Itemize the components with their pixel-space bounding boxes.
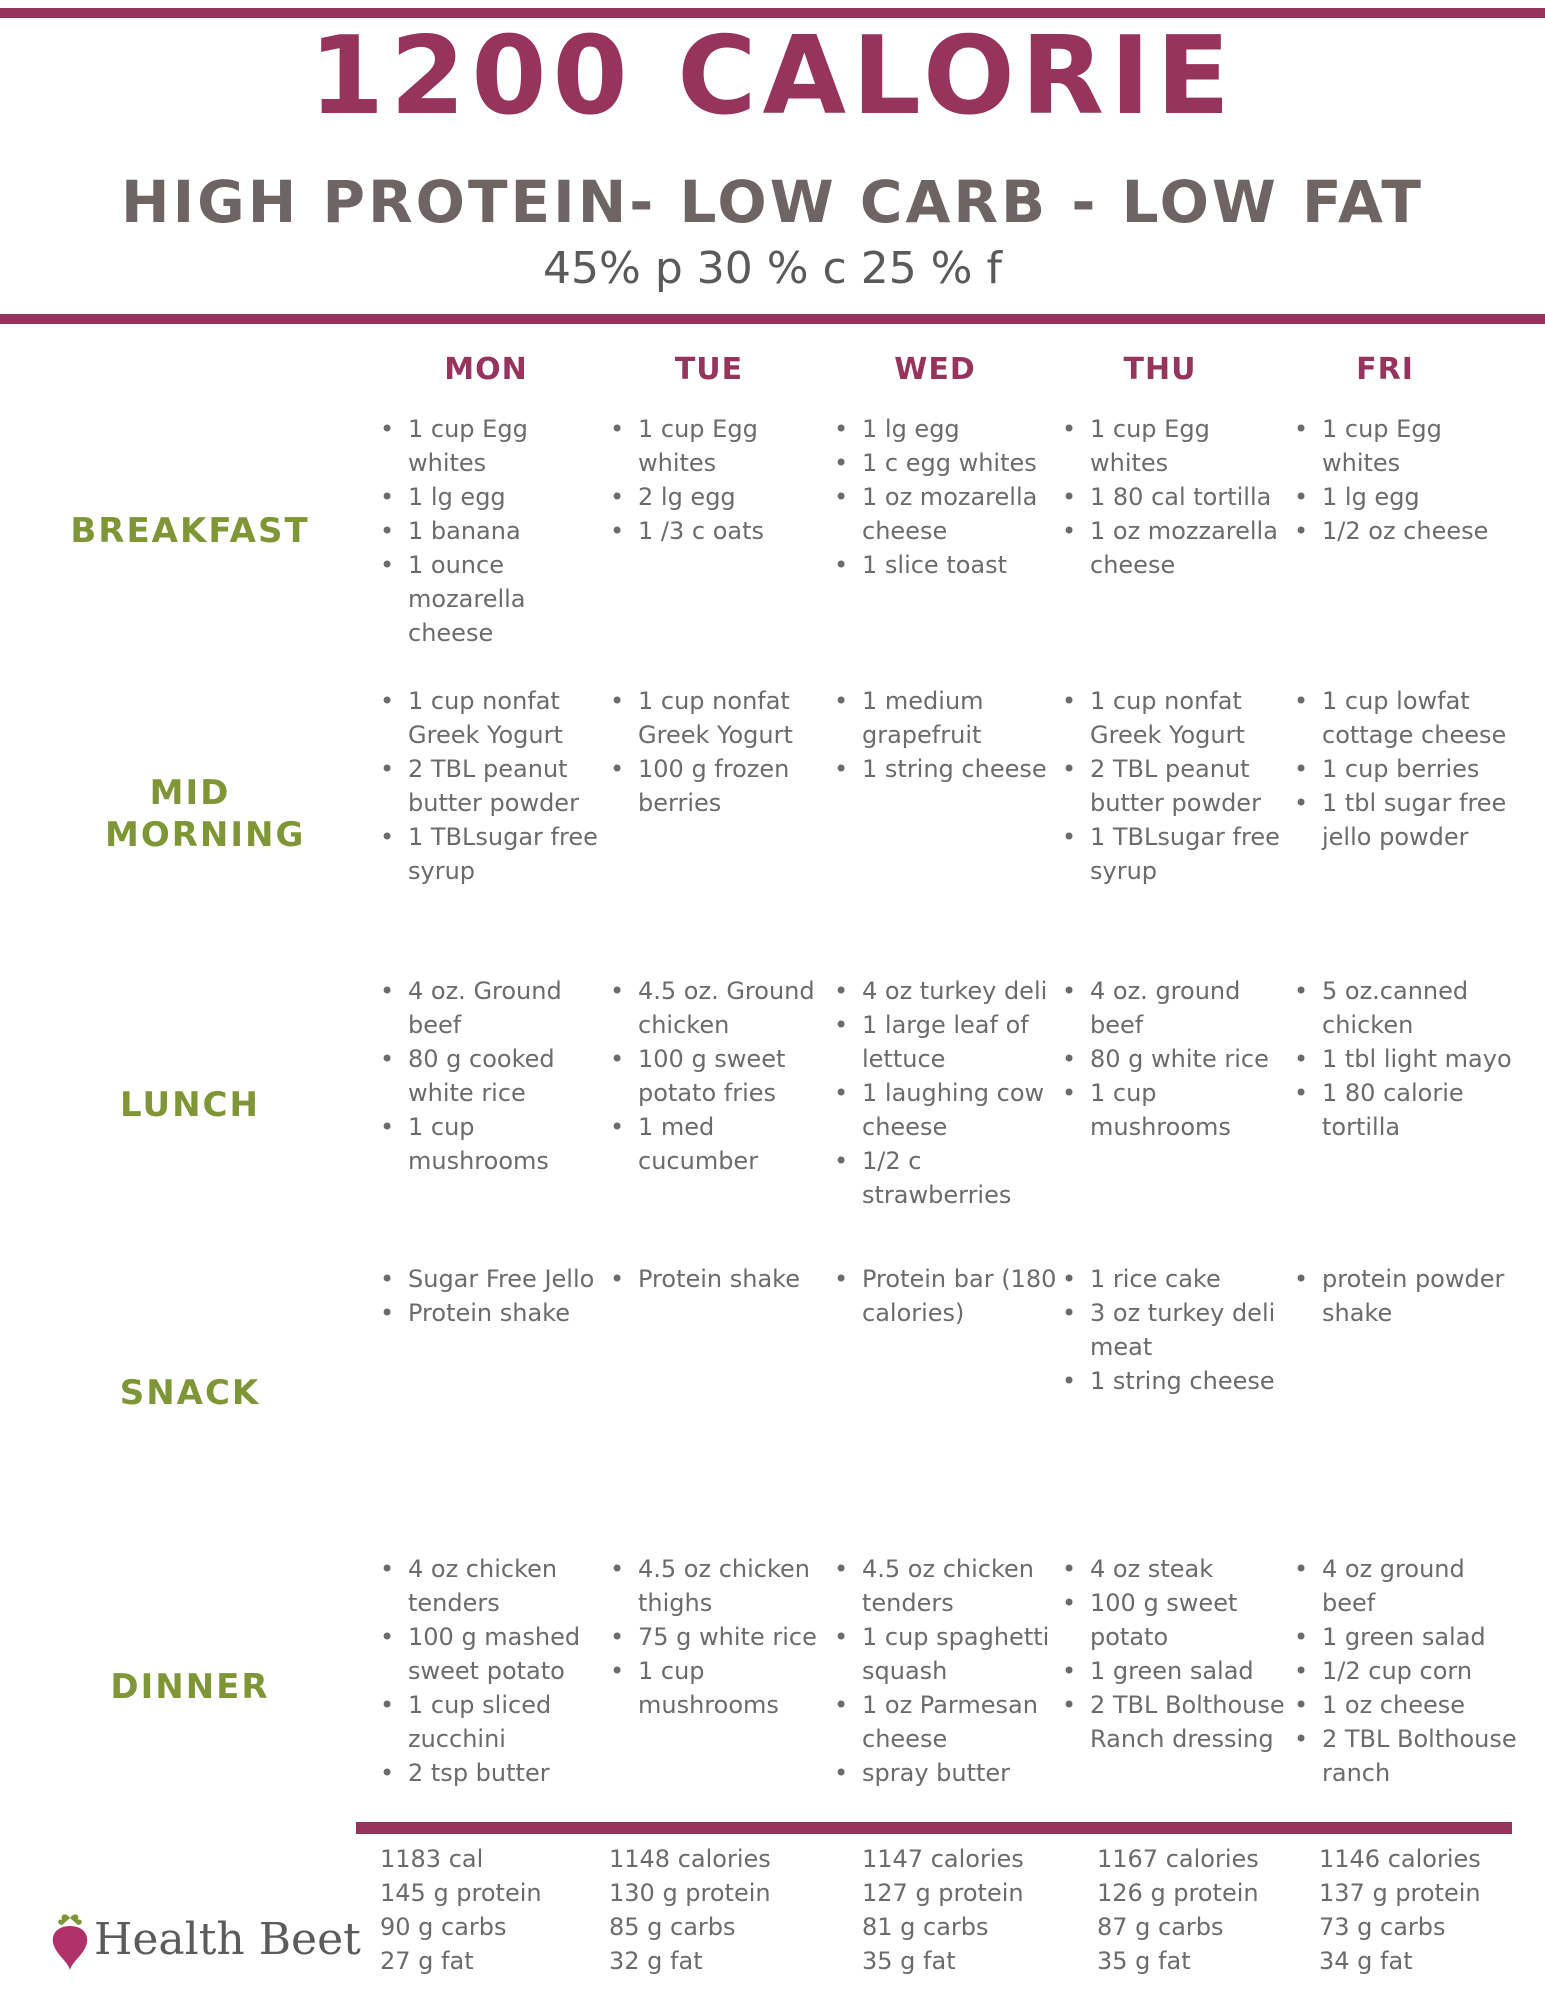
food-item: • 1/2 oz cheese <box>1292 514 1518 548</box>
meal-cell-snack-tue <box>608 1262 826 1296</box>
food-item: • 1 cup nonfat Greek Yogurt <box>608 684 826 752</box>
food-item: • 4.5 oz chicken thighs <box>608 1552 826 1620</box>
food-item: • 1 cup lowfat cottage cheese <box>1292 684 1518 752</box>
food-item: • 1 banana <box>378 514 600 548</box>
totals-thu <box>1097 1842 1259 1978</box>
food-item: • 1 cup nonfat Greek Yogurt <box>1060 684 1286 752</box>
food-item: • 1 cup berries <box>1292 752 1518 786</box>
food-item: • 1 cup Egg whites <box>1292 412 1518 480</box>
food-item: • 1 /3 c oats <box>608 514 826 548</box>
macro-ratio: 45% p 30 % c 25 % f <box>543 243 1002 294</box>
totals-divider <box>356 1822 1512 1834</box>
food-item: • 3 oz turkey deli meat <box>1060 1296 1286 1364</box>
meal-cell-dinner-mon <box>378 1552 600 1790</box>
food-item: • 1 lg egg <box>1292 480 1518 514</box>
beet-icon <box>48 1912 92 1972</box>
meal-cell-lunch-tue <box>608 974 826 1178</box>
totals-calories: 1167 calories <box>1097 1845 1259 1873</box>
day-header-thu: THU <box>1123 352 1197 387</box>
totals-fri <box>1319 1842 1481 1978</box>
totals-carbs: 90 g carbs <box>380 1913 507 1941</box>
food-item: • 80 g cooked white rice <box>378 1042 600 1110</box>
food-item: • 100 g mashed sweet potato <box>378 1620 600 1688</box>
food-item: • 1 c egg whites <box>832 446 1060 480</box>
food-item: • 1 cup Egg whites <box>608 412 826 480</box>
totals-fat: 32 g fat <box>609 1947 703 1975</box>
food-item: • 100 g sweet potato fries <box>608 1042 826 1110</box>
food-item: • Protein shake <box>378 1296 600 1330</box>
food-item: • 1 cup mushrooms <box>378 1110 600 1178</box>
food-item: • 2 TBL peanut butter powder <box>378 752 600 820</box>
meal-cell-lunch-thu <box>1060 974 1286 1144</box>
food-item: • 1/2 c strawberries <box>832 1144 1060 1212</box>
totals-carbs: 85 g carbs <box>609 1913 736 1941</box>
food-item: • Protein shake <box>608 1262 826 1296</box>
food-item: • 1 oz mozzarella cheese <box>1060 514 1286 582</box>
totals-protein: 126 g protein <box>1097 1879 1259 1907</box>
food-item: • 2 TBL Bolthouse Ranch dressing <box>1060 1688 1286 1756</box>
food-item: • 1 rice cake <box>1060 1262 1286 1296</box>
food-item: • 1 cup mushrooms <box>608 1654 826 1722</box>
food-item: • 4 oz ground beef <box>1292 1552 1518 1620</box>
food-item: • 1 tbl light mayo <box>1292 1042 1518 1076</box>
food-item: • 1 cup mushrooms <box>1060 1076 1286 1144</box>
food-item: • 1 ounce mozarella cheese <box>378 548 600 650</box>
food-item: • 1 oz Parmesan cheese <box>832 1688 1060 1756</box>
food-item: • 2 tsp butter <box>378 1756 600 1790</box>
day-header-wed: WED <box>894 352 976 387</box>
meal-label-mid-morning-text: MID MORNING <box>105 773 306 855</box>
food-item: • 1 lg egg <box>378 480 600 514</box>
meal-cell-mid-morning-fri <box>1292 684 1518 854</box>
food-item: • 75 g white rice <box>608 1620 826 1654</box>
food-item: • 1 large leaf of lettuce <box>832 1008 1060 1076</box>
food-item: • 2 TBL Bolthouse ranch <box>1292 1722 1518 1790</box>
food-item: • 1 slice toast <box>832 548 1060 582</box>
totals-carbs: 81 g carbs <box>862 1913 989 1941</box>
meal-label-breakfast: BREAKFAST <box>70 511 310 551</box>
day-header-tue: TUE <box>674 352 744 387</box>
food-item: • 1 TBLsugar free syrup <box>1060 820 1286 888</box>
food-item: • 1 cup Egg whites <box>1060 412 1286 480</box>
totals-protein: 145 g protein <box>380 1879 542 1907</box>
page-title: 1200 CALORIE <box>309 14 1236 139</box>
food-item: • 2 TBL peanut butter powder <box>1060 752 1286 820</box>
food-item: • 1 cup sliced zucchini <box>378 1688 600 1756</box>
food-item: • 5 oz.canned chicken <box>1292 974 1518 1042</box>
food-item: • 1 80 cal tortilla <box>1060 480 1286 514</box>
meal-cell-dinner-tue <box>608 1552 826 1722</box>
food-item: • 1 green salad <box>1060 1654 1286 1688</box>
meal-cell-breakfast-mon <box>378 412 600 650</box>
meal-cell-breakfast-wed <box>832 412 1060 582</box>
food-item: • 1 med cucumber <box>608 1110 826 1178</box>
totals-calories: 1147 calories <box>862 1845 1024 1873</box>
totals-wed <box>862 1842 1024 1978</box>
food-item: • 100 g sweet potato <box>1060 1586 1286 1654</box>
meal-cell-snack-mon <box>378 1262 600 1330</box>
brand-logo-text: Health Beet <box>94 1914 361 1965</box>
meal-cell-dinner-fri <box>1292 1552 1518 1790</box>
day-header-fri: FRI <box>1356 352 1414 387</box>
food-item: • 1 cup Egg whites <box>378 412 600 480</box>
food-item: • spray butter <box>832 1756 1060 1790</box>
meal-cell-dinner-thu <box>1060 1552 1286 1756</box>
meal-cell-mid-morning-tue <box>608 684 826 820</box>
totals-protein: 127 g protein <box>862 1879 1024 1907</box>
meal-cell-lunch-wed <box>832 974 1060 1212</box>
meal-cell-breakfast-tue <box>608 412 826 548</box>
food-item: • 100 g frozen berries <box>608 752 826 820</box>
meal-cell-breakfast-thu <box>1060 412 1286 582</box>
header-divider <box>0 314 1545 324</box>
totals-fat: 35 g fat <box>1097 1947 1191 1975</box>
totals-fat: 35 g fat <box>862 1947 956 1975</box>
meal-cell-snack-fri <box>1292 1262 1518 1330</box>
food-item: • 4 oz. Ground beef <box>378 974 600 1042</box>
food-item: • 4.5 oz. Ground chicken <box>608 974 826 1042</box>
food-item: • 4 oz turkey deli <box>832 974 1060 1008</box>
meal-label-snack: SNACK <box>119 1373 261 1413</box>
totals-carbs: 87 g carbs <box>1097 1913 1224 1941</box>
food-item: • 1 cup nonfat Greek Yogurt <box>378 684 600 752</box>
meal-cell-mid-morning-mon <box>378 684 600 888</box>
food-item: • 1 tbl sugar free jello powder <box>1292 786 1518 854</box>
meal-label-dinner: DINNER <box>110 1667 270 1707</box>
meal-cell-snack-wed <box>832 1262 1060 1330</box>
food-item: • 4 oz steak <box>1060 1552 1286 1586</box>
totals-fat: 34 g fat <box>1319 1947 1413 1975</box>
totals-fat: 27 g fat <box>380 1947 474 1975</box>
food-item: • 4 oz chicken tenders <box>378 1552 600 1620</box>
food-item: • 4.5 oz chicken tenders <box>832 1552 1060 1620</box>
meal-label-mid-morning <box>60 772 320 856</box>
food-item: • 1 oz mozarella cheese <box>832 480 1060 548</box>
food-item: • 1 oz cheese <box>1292 1688 1518 1722</box>
food-item: • 1 medium grapefruit <box>832 684 1060 752</box>
food-item: • Protein bar (180 calories) <box>832 1262 1060 1330</box>
food-item: • 2 lg egg <box>608 480 826 514</box>
meal-cell-lunch-fri <box>1292 974 1518 1144</box>
totals-protein: 130 g protein <box>609 1879 771 1907</box>
meal-cell-lunch-mon <box>378 974 600 1178</box>
totals-calories: 1146 calories <box>1319 1845 1481 1873</box>
food-item: • Sugar Free Jello <box>378 1262 600 1296</box>
food-item: • 1 TBLsugar free syrup <box>378 820 600 888</box>
totals-calories: 1183 cal <box>380 1845 484 1873</box>
meal-label-lunch: LUNCH <box>120 1085 260 1125</box>
food-item: • 1 laughing cow cheese <box>832 1076 1060 1144</box>
totals-carbs: 73 g carbs <box>1319 1913 1446 1941</box>
meal-cell-dinner-wed <box>832 1552 1060 1790</box>
food-item: • 1/2 cup corn <box>1292 1654 1518 1688</box>
totals-mon <box>380 1842 542 1978</box>
day-header-mon: MON <box>444 352 528 387</box>
food-item: • 1 cup spaghetti squash <box>832 1620 1060 1688</box>
page-subtitle: HIGH PROTEIN- LOW CARB - LOW FAT <box>121 168 1424 236</box>
totals-calories: 1148 calories <box>609 1845 771 1873</box>
food-item: • 1 string cheese <box>832 752 1060 786</box>
totals-tue <box>609 1842 771 1978</box>
food-item: • 1 80 calorie tortilla <box>1292 1076 1518 1144</box>
meal-cell-breakfast-fri <box>1292 412 1518 548</box>
food-item: • 1 string cheese <box>1060 1364 1286 1398</box>
meal-cell-mid-morning-thu <box>1060 684 1286 888</box>
food-item: • 4 oz. ground beef <box>1060 974 1286 1042</box>
food-item: • 80 g white rice <box>1060 1042 1286 1076</box>
meal-cell-mid-morning-wed <box>832 684 1060 786</box>
food-item: • protein powder shake <box>1292 1262 1518 1330</box>
meal-cell-snack-thu <box>1060 1262 1286 1398</box>
food-item: • 1 lg egg <box>832 412 1060 446</box>
totals-protein: 137 g protein <box>1319 1879 1481 1907</box>
food-item: • 1 green salad <box>1292 1620 1518 1654</box>
